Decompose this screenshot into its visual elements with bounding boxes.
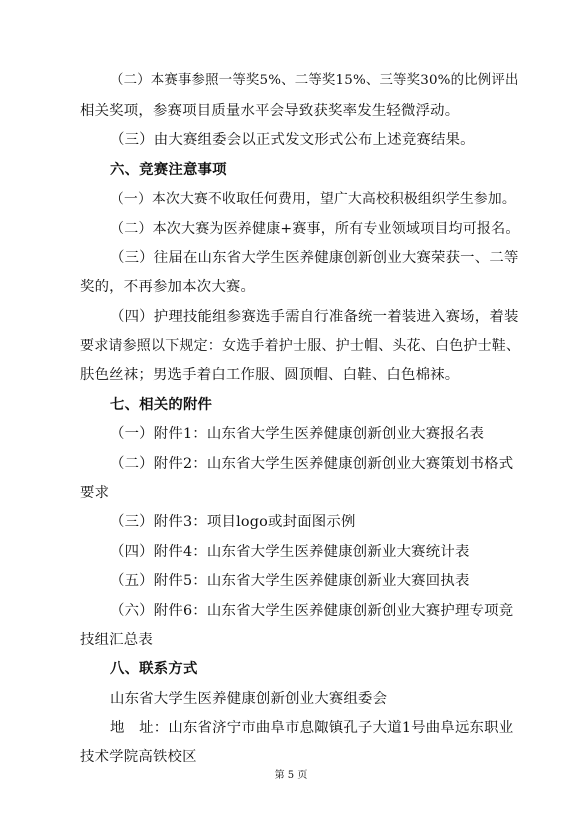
attachment-item: （四）附件4：山东省大学生医养健康创新业大赛统计表 xyxy=(110,544,470,560)
section-heading-6: 六、竞赛注意事项 xyxy=(110,162,227,178)
contact-organizer: 山东省大学生医养健康创新创业大赛组委会 xyxy=(110,691,388,707)
attachment-item: （三）附件3：项目logo或封面图示例 xyxy=(110,514,356,530)
paragraph-line: 要求 xyxy=(80,485,110,501)
paragraph-line: 肤色丝袜；男选手着白工作服、圆顶帽、白鞋、白色棉袜。 xyxy=(80,367,460,383)
paragraph-line: 相关奖项，参赛项目质量水平会导致获奖率发生轻微浮动。 xyxy=(80,103,460,119)
attachment-item: （五）附件5：山东省大学生医养健康创新业大赛回执表 xyxy=(110,573,470,589)
page-number: 第 5 页 xyxy=(274,770,308,781)
section-heading-7: 七、相关的附件 xyxy=(110,397,213,413)
attachment-item: （一）附件1：山东省大学生医养健康创新创业大赛报名表 xyxy=(110,426,485,442)
contact-address: 地 址：山东省济宁市曲阜市息陬镇孔子大道1号曲阜远东职业 xyxy=(110,720,514,736)
paragraph-line: （二）本次大赛为医养健康+赛事，所有专业领域项目均可报名。 xyxy=(110,221,520,237)
attachment-item: （二）附件2：山东省大学生医养健康创新创业大赛策划书格式 xyxy=(110,456,514,472)
attachment-item: （六）附件6：山东省大学生医养健康创新创业大赛护理专项竞 xyxy=(110,603,514,619)
paragraph-line: 要求请参照以下规定：女选手着护士服、护士帽、头花、白色护士鞋、 xyxy=(80,338,521,354)
paragraph-line: 技组汇总表 xyxy=(80,632,153,648)
paragraph-line: 技术学院高铁校区 xyxy=(80,749,197,765)
paragraph-line: （三）往届在山东省大学生医养健康创新创业大赛荣获一、二等 xyxy=(110,250,519,266)
paragraph-line: （四）护理技能组参赛选手需自行准备统一着装进入赛场，着装 xyxy=(110,309,519,325)
paragraph-line: （三）由大赛组委会以正式发文形式公布上述竞赛结果。 xyxy=(110,132,475,148)
paragraph-line: 奖的，不再参加本次大赛。 xyxy=(80,279,256,295)
paragraph-line: （二）本赛事参照一等奖5%、二等奖15%、三等奖30%的比例评出 xyxy=(110,73,519,88)
section-heading-8: 八、联系方式 xyxy=(110,661,198,677)
paragraph-line: （一）本次大赛不收取任何费用，望广大高校积极组织学生参加。 xyxy=(110,191,516,207)
